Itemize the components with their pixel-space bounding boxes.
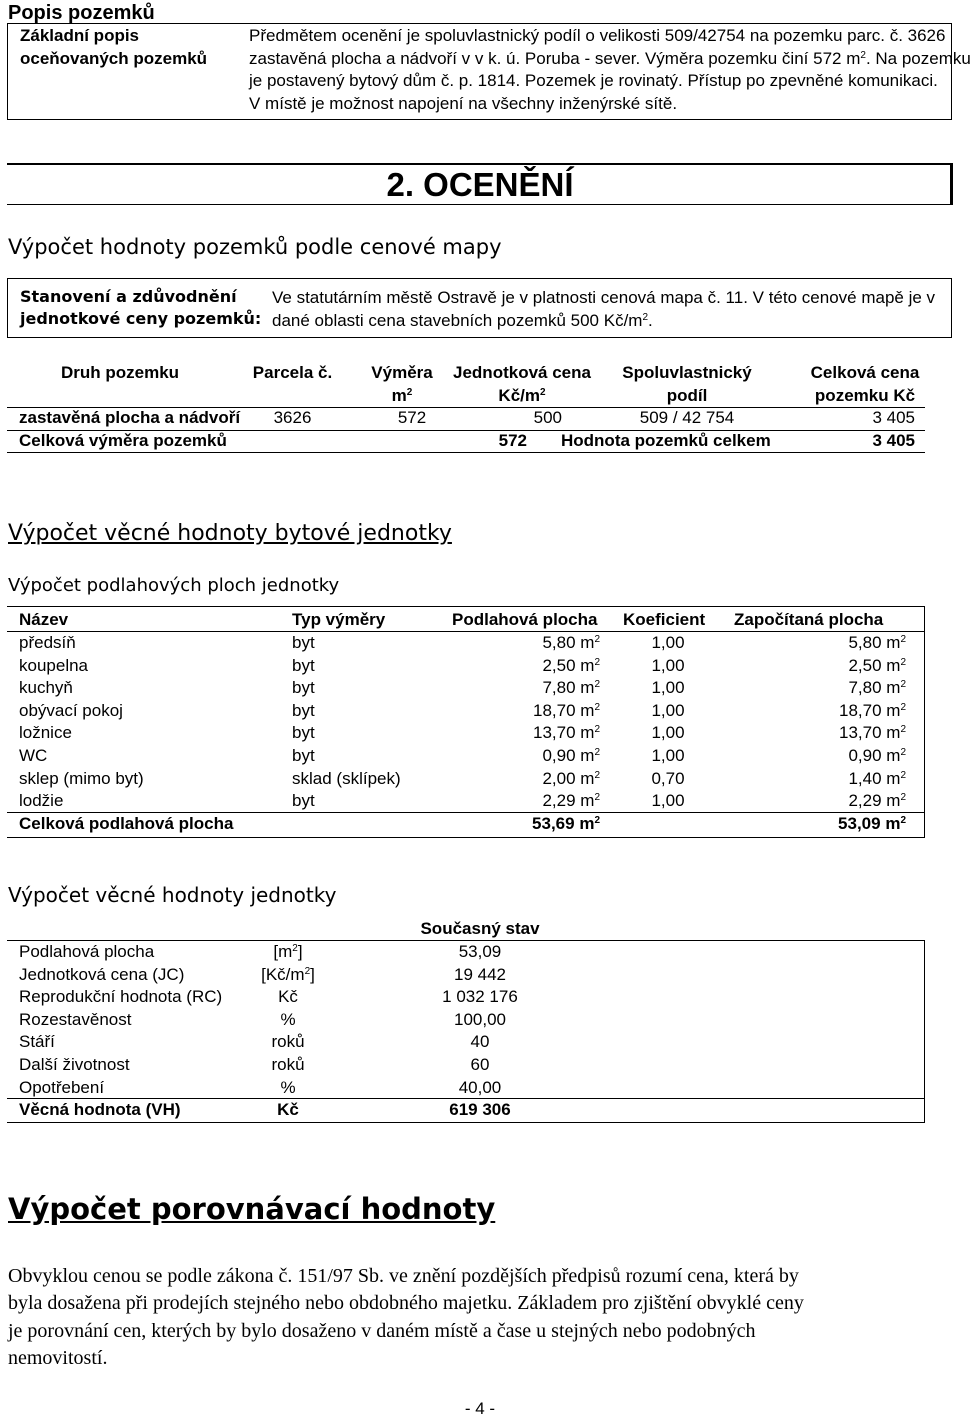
price-label xyxy=(20,286,261,330)
basic-text-line4: V místě je možnost napojení na všechny inženýrské sítě. xyxy=(249,93,678,113)
floor-row-name: předsíň xyxy=(19,633,76,652)
land-total-celkem: 3 405 xyxy=(872,431,915,450)
value-row-label: Další životnost xyxy=(19,1055,130,1074)
land-table-total xyxy=(0,430,960,453)
land-col-celkem: Celková cena xyxy=(810,363,920,382)
land-col-podil: Spoluvlastnický xyxy=(622,363,752,382)
floor-heading: Výpočet podlahových ploch jednotky xyxy=(8,575,340,596)
value-table-row xyxy=(0,1054,960,1077)
value-row-label: Rozestavěnost xyxy=(19,1009,132,1029)
floor-row-name: lodžie xyxy=(19,791,64,811)
value-row-value: 1 032 176 xyxy=(442,987,518,1007)
floor-row-name: sklep (mimo byt) xyxy=(19,768,144,788)
value-row-value: 60 xyxy=(470,1055,490,1074)
floor-col-coef: Koeficient xyxy=(623,610,706,629)
land-total-label: Celková výměra pozemků xyxy=(19,431,227,450)
land-table-row xyxy=(0,407,960,430)
land-calc-heading: Výpočet hodnoty pozemků podle cenové mapy xyxy=(8,235,502,259)
floor-total-name: Celková podlahová plocha xyxy=(19,814,234,833)
land-table-header-row1 xyxy=(0,362,960,385)
value-row-unit: roků xyxy=(271,1032,305,1052)
floor-row-type: byt xyxy=(292,655,315,675)
value-table-total xyxy=(0,1099,960,1122)
comparative-text xyxy=(8,1263,804,1372)
value-row-value: 19 442 xyxy=(454,964,506,984)
floor-row-area: 2,29 $m^2$ xyxy=(542,791,600,811)
value-row-unit: % xyxy=(280,1077,296,1097)
basic-label-line1: Základní popis xyxy=(20,26,140,45)
value-row-label: Reprodukční hodnota (RC) xyxy=(19,987,223,1007)
price-label-line1: Stanovení a zdůvodnění xyxy=(20,287,237,306)
floor-row-counted: 0,90 $m^2$ xyxy=(848,746,906,765)
floor-row-coef: 1,00 xyxy=(651,723,685,743)
value-row-label: Jednotková cena (JC) xyxy=(19,964,185,984)
floor-row-area: 0,90 $m^2$ xyxy=(542,746,600,765)
floor-row-name: ložnice xyxy=(19,723,72,743)
section-title: Popis pozemků xyxy=(8,2,155,24)
value-row-value: 40 xyxy=(470,1032,490,1052)
value-row-unit: $[Kč/m^2]$ xyxy=(261,964,315,984)
land-col-cena-unit: $Kč/m^2$ xyxy=(498,386,546,405)
floor-total-counted: 53,09 $m^2$ xyxy=(838,814,906,833)
floor-row-counted: 7,80 $m^2$ xyxy=(848,678,906,698)
land-row-druh: zastavěná plocha a nádvoří xyxy=(19,408,241,427)
land-total-vymera: 572 xyxy=(498,431,527,450)
land-table-header-row2 xyxy=(0,385,960,408)
floor-row-coef: 1,00 xyxy=(651,655,685,675)
value-row-value: 40,00 xyxy=(458,1077,502,1097)
value-row-label: Podlahová plocha xyxy=(19,942,155,961)
land-col-cena: Jednotková cena xyxy=(453,363,591,382)
land-row-parcela: 3626 xyxy=(273,408,312,427)
floor-row-area: 7,80 $m^2$ xyxy=(542,678,600,698)
floor-row-coef: 1,00 xyxy=(651,700,685,720)
floor-col-name: Název xyxy=(19,610,69,629)
floor-row-counted: 5,80 $m^2$ xyxy=(848,633,906,652)
land-row-podil: 509 / 42 754 xyxy=(639,408,735,427)
price-label-line2: jednotkové ceny pozemků: xyxy=(20,309,262,328)
floor-row-coef: 1,00 xyxy=(651,678,685,698)
comparative-heading: Výpočet porovnávací hodnoty xyxy=(8,1192,496,1226)
floor-row-area: 2,50 $m^2$ xyxy=(542,655,600,675)
floor-row-counted: 18,70 $m^2$ xyxy=(838,700,906,720)
basic-label xyxy=(20,25,207,70)
floor-row-area: 2,00 $m^2$ xyxy=(542,768,600,788)
page-number: - 4 - xyxy=(464,1399,496,1418)
value-row-label: Stáří xyxy=(19,1032,55,1052)
value-total-value: 619 306 xyxy=(449,1100,511,1119)
floor-row-name: WC xyxy=(19,746,48,765)
land-col-parcela: Parcela č. xyxy=(252,363,333,382)
floor-row-coef: 1,00 xyxy=(651,791,685,811)
land-table-bottom-rule xyxy=(7,452,925,453)
value-total-label: Věcná hodnota (VH) xyxy=(19,1100,181,1119)
floor-row-coef: 1,00 xyxy=(651,746,685,765)
floor-table-row xyxy=(0,677,960,700)
floor-row-name: koupelna xyxy=(19,655,89,675)
floor-row-area: 18,70 $m^2$ xyxy=(532,700,600,720)
value-table-row xyxy=(0,941,960,964)
floor-row-area: 5,80 $m^2$ xyxy=(542,633,600,652)
floor-row-type: byt xyxy=(292,746,315,765)
value-table-row xyxy=(0,964,960,987)
floor-table-header xyxy=(0,609,960,632)
value-row-value: 100,00 xyxy=(454,1009,506,1029)
comparative-line1: Obvyklou cenou se podle zákona č. 151/97 Sb. ve znění pozdějších předpisů rozumí cena, která by xyxy=(8,1265,799,1287)
land-total-label2: Hodnota pozemků celkem xyxy=(561,431,771,450)
value-table-row xyxy=(0,986,960,1009)
value-table-row xyxy=(0,1077,960,1100)
value-table-row xyxy=(0,1009,960,1032)
price-text-line2: dané oblasti cena stavebních pozemků 500 $Kč/m^2$. xyxy=(272,310,653,330)
value-row-label: Opotřebení xyxy=(19,1077,105,1097)
value-row-unit: $[m^2]$ xyxy=(273,942,303,961)
value-heading: Výpočet věcné hodnoty jednotky xyxy=(8,883,337,907)
price-text-line1: Ve statutárním městě Ostravě je v platnosti cenová mapa č. 11. V této cenové mapě je v xyxy=(272,288,936,307)
land-row-vymera: 572 xyxy=(397,408,427,427)
land-col-vymera: Výměra xyxy=(371,363,433,382)
floor-total-area: 53,69 $m^2$ xyxy=(532,814,600,833)
comparative-line2: byla dosažena při prodejích stejného nebo obdobného majetku. Základem pro zjištění obvyklé ceny xyxy=(8,1292,804,1315)
floor-col-area: Podlahová plocha xyxy=(452,610,598,629)
value-table-row xyxy=(0,1031,960,1054)
price-text xyxy=(272,287,935,332)
basic-text-line3: je postavený bytový dům č. p. 1814. Pozemek je rovinatý. Přístup po zpevněné komunikaci. xyxy=(249,71,938,91)
basic-text-line1: Předmětem ocenění je spoluvlastnický podíl o velikosti 509/42754 na pozemku parc. č. 3626 xyxy=(249,26,946,45)
floor-row-coef: 1,00 xyxy=(651,633,685,652)
floor-col-type: Typ výměry xyxy=(292,610,386,629)
floor-row-counted: 13,70 $m^2$ xyxy=(838,723,906,743)
floor-table-row xyxy=(0,722,960,745)
oceneni-heading: 2. OCENĚNÍ xyxy=(386,166,574,203)
land-col-druh: Druh pozemku xyxy=(60,363,180,382)
basic-label-line2: oceňovaných pozemků xyxy=(20,48,208,68)
value-total-unit: Kč xyxy=(277,1100,299,1119)
floor-row-coef: 0,70 xyxy=(651,768,685,788)
floor-row-counted: 2,29 $m^2$ xyxy=(848,791,906,811)
value-row-unit: % xyxy=(280,1009,296,1029)
floor-row-name: obývací pokoj xyxy=(19,700,123,720)
land-row-celkem: 3 405 xyxy=(872,408,915,427)
value-row-unit: roků xyxy=(271,1055,305,1074)
floor-table-row xyxy=(0,632,960,655)
floor-row-type: byt xyxy=(292,633,315,652)
floor-row-type: byt xyxy=(292,700,315,720)
land-col-vymera-unit: $m^2$ xyxy=(391,386,413,405)
floor-row-counted: 2,50 $m^2$ xyxy=(848,655,906,675)
floor-table-row xyxy=(0,745,960,768)
comparative-line4: nemovitostí. xyxy=(8,1346,108,1369)
value-row-unit: Kč xyxy=(278,987,298,1007)
floor-table-row xyxy=(0,700,960,723)
floor-table-row xyxy=(0,790,960,813)
land-col-podil-2: podíl xyxy=(666,386,708,405)
floor-row-type: byt xyxy=(292,678,315,698)
unit-heading: Výpočet věcné hodnoty bytové jednotky xyxy=(8,521,452,546)
floor-row-type: byt xyxy=(292,791,315,811)
land-row-cena: 500 xyxy=(533,408,562,427)
land-col-celkem-2: pozemku Kč xyxy=(814,386,916,405)
value-col-header: Současný stav xyxy=(420,919,540,938)
basic-text xyxy=(249,25,971,115)
floor-col-counted: Započítaná plocha xyxy=(734,610,884,629)
floor-row-counted: 1,40 $m^2$ xyxy=(848,768,906,788)
basic-text-line2: zastavěná plocha a nádvoří v v k. ú. Poruba - sever. Výměra pozemku činí 572 $m^2$. Na pozemku xyxy=(249,48,971,68)
floor-table-row xyxy=(0,768,960,791)
floor-table-total xyxy=(0,813,960,836)
floor-row-type: byt xyxy=(292,723,315,743)
comparative-line3: je porovnání cen, kterých by bylo dosaženo v daném místě a čase u stejných nebo podobných xyxy=(8,1319,756,1342)
floor-row-type: sklad (sklípek) xyxy=(292,768,401,788)
floor-row-area: 13,70 $m^2$ xyxy=(532,723,600,743)
value-row-value: 53,09 xyxy=(458,942,502,961)
floor-table-row xyxy=(0,655,960,678)
floor-row-name: kuchyň xyxy=(19,678,73,698)
